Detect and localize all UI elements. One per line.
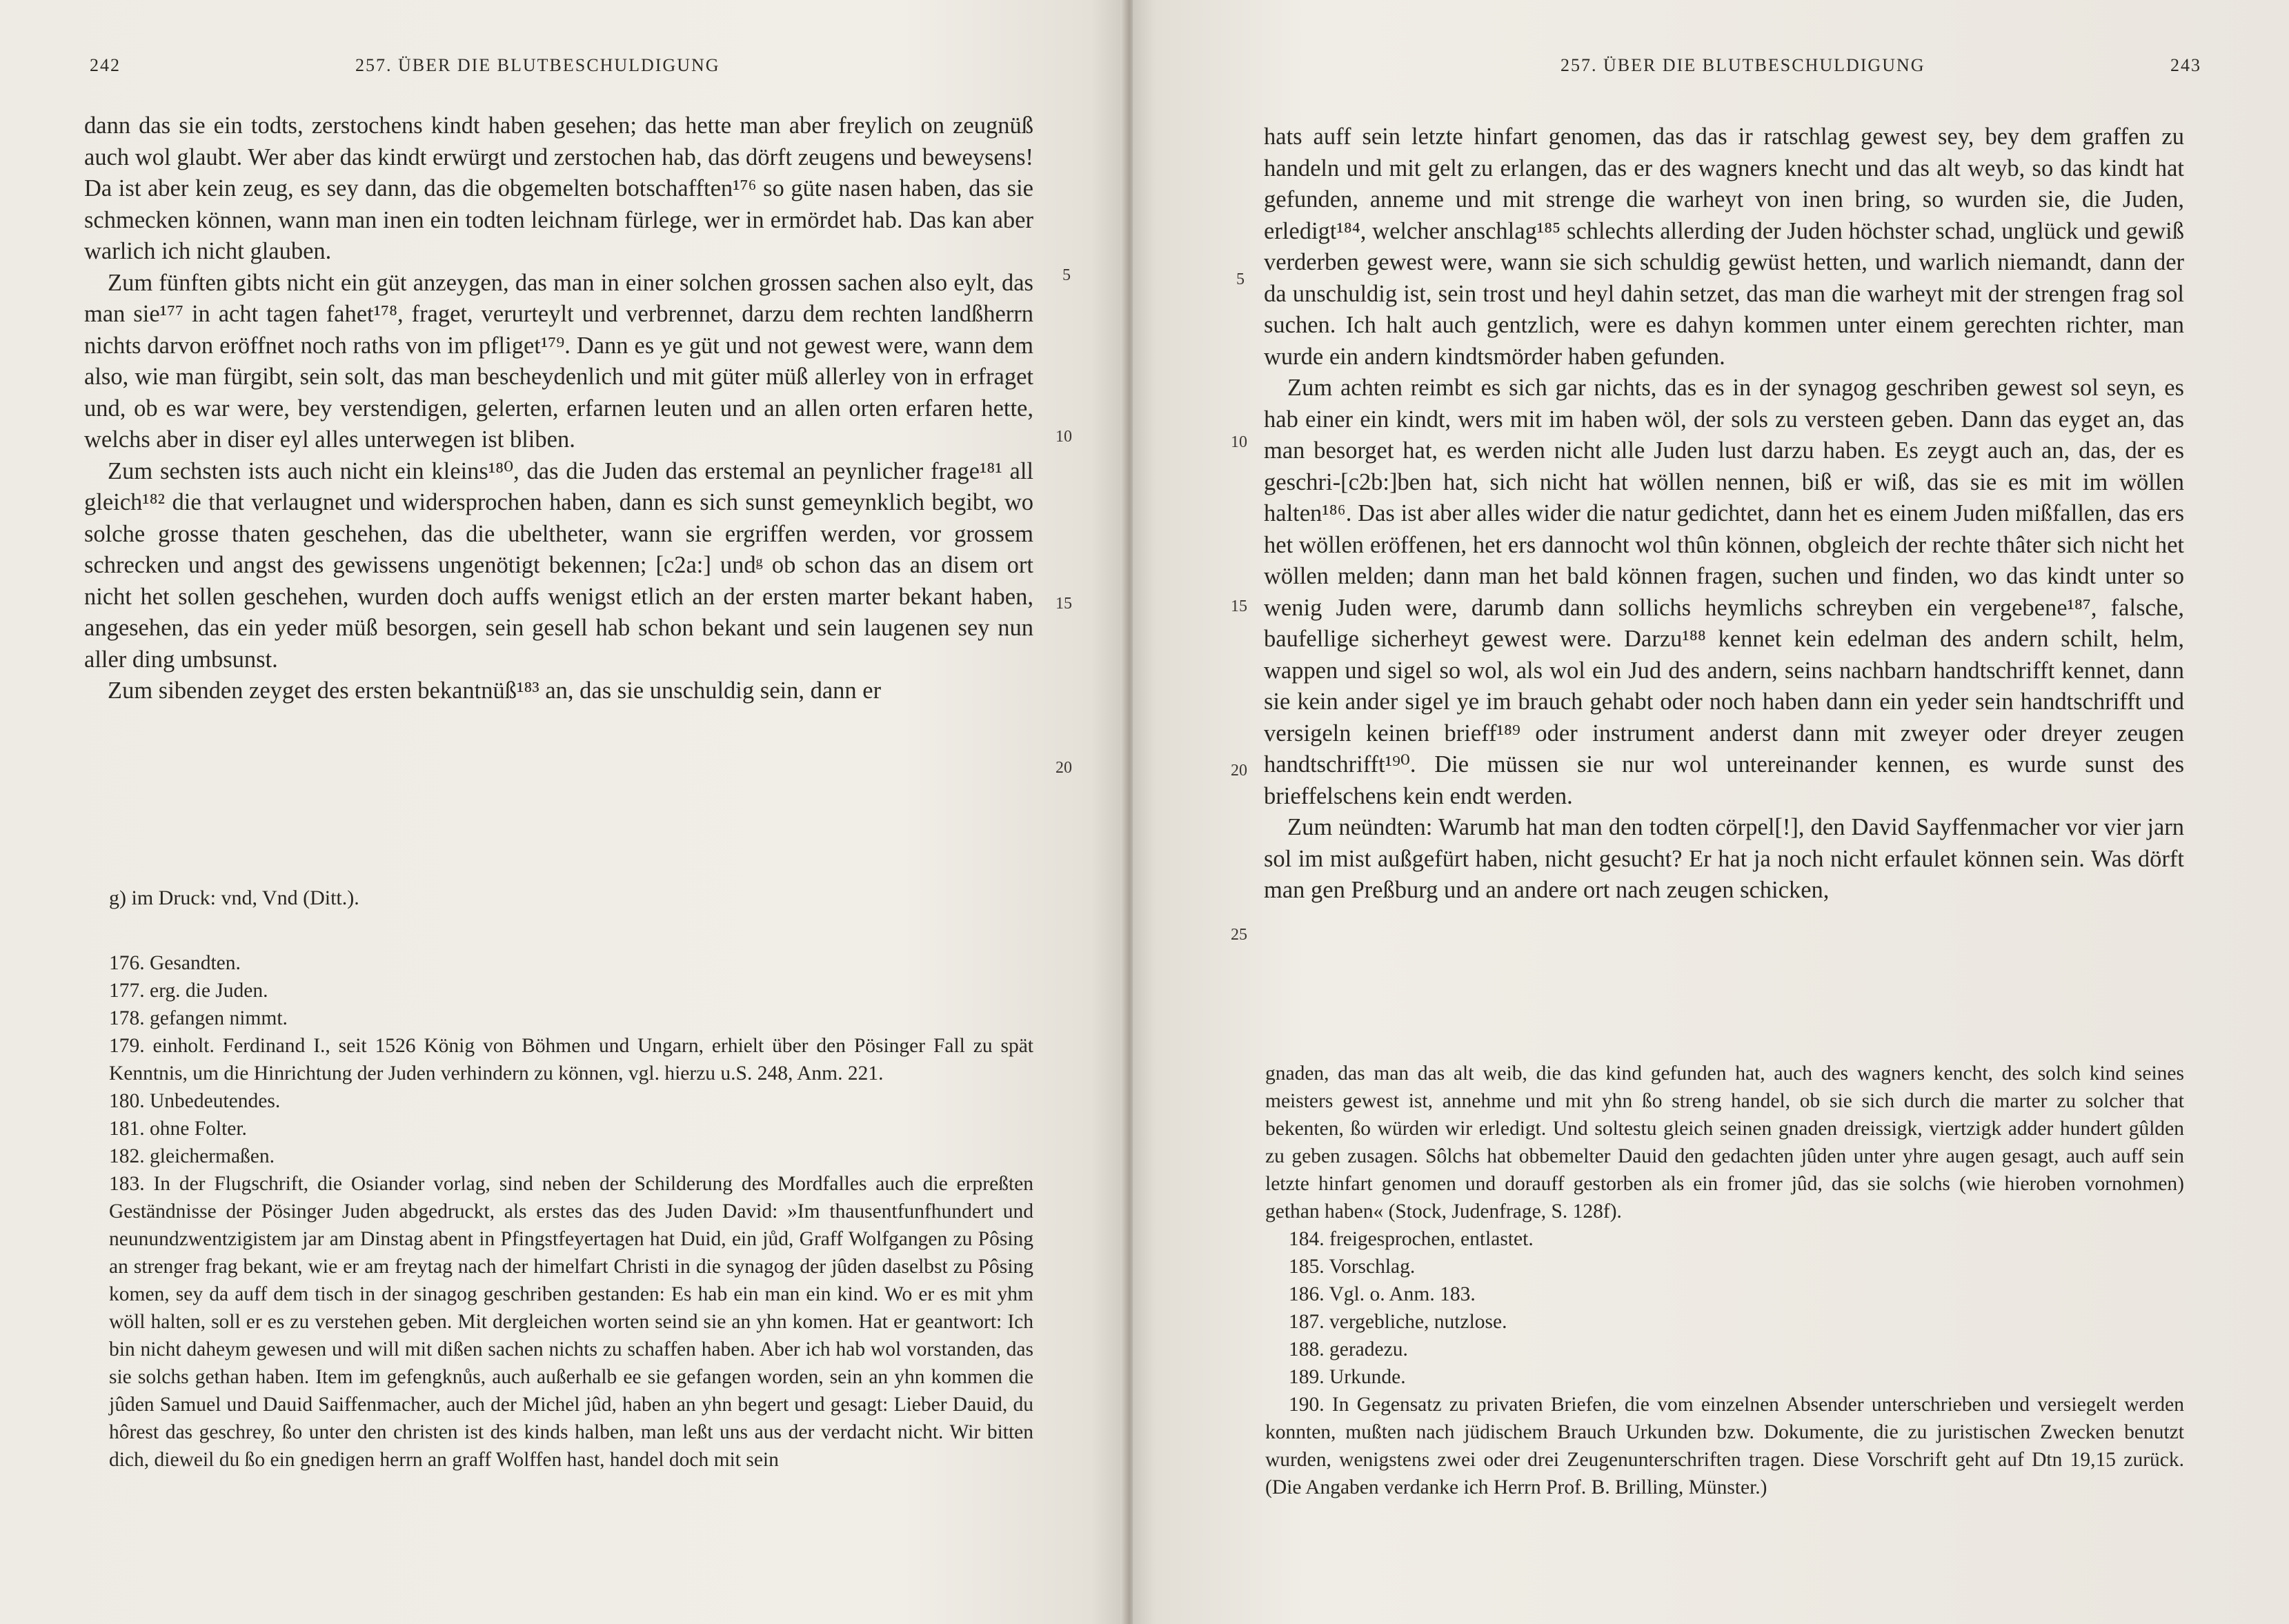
left-paragraph-1: dann das sie ein todts, zerstochens kindt haben gesehen; das hette man aber freylich on zeugnüß auch wol glaubt. Wer aber das kindt erwürgt und zerstochen hab, das dörft zeugens und beweysens! Da ist aber kein zeug, es sey dann, das die obgemelten botschafften¹⁷⁶ so güte nasen haben, das sie schmecken können, wann man inen ein todten leichnam fürlege, wer in ermördet hab. Das kan aber warlich ich nicht glauben. [84, 112, 1033, 264]
left-main-text [84, 110, 1033, 707]
right-line-number-20: 20 [1231, 762, 1247, 780]
left-page [0, 0, 1124, 1624]
right-line-number-25: 25 [1231, 926, 1247, 944]
left-page-number: 242 [90, 55, 121, 75]
footnote-180: 180. Unbedeutendes. [109, 1090, 281, 1112]
right-main-text [1264, 121, 2184, 907]
footnote-190: 190. In Gegensatz zu privaten Briefen, die vom einzelnen Absender unterschrieben und versiegelt werden konnten, mußten nach jüdischem Brauch Urkunden bzw. Dokumente, die zu juristischen Zwecken benutzt wurden, wenigstens zwei oder drei Zeugenunterschriften tragen. Diese Vorschrift geht auf Dtn 19,15 zurück. (Die Angaben verdanke ich Herrn Prof. B. Brilling, Münster.) [1265, 1394, 2184, 1498]
left-line-number-10: 10 [1056, 428, 1072, 446]
right-line-number-5: 5 [1236, 270, 1245, 288]
footnote-183: 183. In der Flugschrift, die Osiander vorlag, sind neben der Schilderung des Mordfalles auch die erpreßten Geständnisse der Pösinger Juden abgedruckt, als erstes das des Juden David: »Im thausentfunfhundert und neunundzwentzigistem jar am Dinstag abent in Pfingstfeyertagen hat Duid, ein jůd, Graff Wolfgangen zu Pôsing an strenger frag bekant, wie er am freytag nach der himelfart Christi in die synagog der jûden daselbst zu Pôsing komen, sey da auff dem tisch in der sinagog geschriben gestanden: Es hab ein man ein kind. Wo er es mit yhm wöll halten, soll er es zu verstehen geben. Mit dergleichen worten seind sie an yhn komen. Hat er geantwort: Ich bin nicht daheym gewesen und will mit dißen sachen nichts zu schaffen haben. Aber ich hab wol vorstanden, das sie solchs gethan haben. Item im gefengknůs, auch außerhalb ee sie gefangen worden, sein an yhn kommen die jûden Samuel und Dauid Saiffenmacher, auch der Michel jûd, haben an yhn begert und gesagt: Lieber Dauid, du hôrest das geschrey, ßo unter den christen ist des kinds halben, man leßt uns aus der verdacht nicht. Wir bitten dich, dieweil du ßo ein gnedigen herrn an graff Wolffen hast, handel doch mit sein [109, 1173, 1033, 1471]
footnote-178: 178. gefangen nimmt. [109, 1007, 288, 1029]
right-page-number: 243 [2170, 55, 2201, 75]
left-line-number-20: 20 [1056, 759, 1072, 777]
footnote-189: 189. Urkunde. [1289, 1366, 1406, 1388]
footnote-176: 176. Gesandten. [109, 952, 241, 974]
right-paragraph-1: hats auff sein letzte hinfart genomen, das das ir ratschlag gewest sey, bey dem graffen zu handeln und mit gelt zu erlangen, das er des wagners knecht und das alt weyb, so das kindt hat gefunden, anneme und mit strenge die warheyt von inen bring, so wurden sie, die Juden, erledigt¹⁸⁴, welcher anschlag¹⁸⁵ schlechts allerding der Juden höchster schad, unglück und gewiß verderben gewest were, wann sie sich schuldig gewüst hetten, und warlich niemandt, dann der da unschuldig ist, sein trost und heyl dahin setzet, das man die warheyt mit der strengen frag sol suchen. Ich halt auch gentzlich, were es dahyn kommen unter einem gerechten richter, man wurde ein andern kindtsmörder haben gefunden. [1264, 123, 2184, 370]
left-variant-note: g) im Druck: vnd, Vnd (Ditt.). [109, 887, 359, 909]
footnote-185: 185. Vorschlag. [1289, 1256, 1416, 1278]
right-paragraph-3: Zum neündten: Warumb hat man den todten cörpel[!], den David Sayffenmacher vor vier jarn sol im mist außgefürt haben, nicht gesucht? Er hat ja noch nicht erfaulet können sein. Was dörft man gen Preßburg und an andere ort nach zeugen schicken, [1264, 814, 2184, 903]
left-paragraph-4: Zum sibenden zeyget des ersten bekantnüß¹⁸³ an, das sie unschuldig sein, dann er [108, 677, 882, 704]
right-paragraph-2: Zum achten reimbt es sich gar nichts, das es in der synagog geschriben gewest sol seyn, es hab einer ein kindt, wers mit im haben wöl, der sols zu versteen geben. Dann das eyget an, das man besorget hat, es werden nicht alle Juden lust darzu haben. Es zeygt auch an, das, der es geschri-[c2b:]ben hat, sich nicht hat wöllen nennen, biß er wiß, das sie es mit im wöllen halten¹⁸⁶. Das ist aber alles wider die natur gedichtet, dann het es einem Juden mißfallen, das ers het wöllen eröffenen, het ers dannocht wol thûn können, obgleich der rechte thâter sich nicht het wöllen melden; dann man het bald können fragen, suchen und finden, wo das kindt unter so wenig Juden were, darumb dann sollichs heymlichs schreyben ein vergebene¹⁸⁷, falsche, baufellige sicherheyt gewest were. Darzu¹⁸⁸ kennet kein edelman des andern schilt, helm, wappen und sigel so wol, als wol ein Jud des andern, seins nachbarn handtschrifft kennet, dann sie kein ander sigel ye im brauch gehabt oder noch haben dann ein yeder sein handtschrifft und versigeln keinen brieff¹⁸⁹ oder instrument anderst dann mit zweyer oder dreyer zeugen handtschrifft¹⁹⁰. Die müssen sie nur wol untereinander kennen, es wurde sunst des brieffelschens kein endt werden. [1264, 375, 2184, 809]
footnote-186: 186. Vgl. o. Anm. 183. [1289, 1283, 1476, 1305]
left-paragraph-2: Zum fünften gibts nicht ein güt anzeygen, das man in einer solchen grossen sachen also eylt, das man sie¹⁷⁷ in acht tagen fahet¹⁷⁸, fraget, verurteylt und verbrennet, darzu dem rechten landßherrn nichts darvon eröffnet noch raths von im pfliget¹⁷⁹. Dann es ye güt und not gewest were, wann dem also, wie man fürgibt, sein solt, das man bescheydenlich und mit güter müß allerley von in erfraget und, ob es war were, bey verstendigen, gelerten, erfarnen leuten und an allen orten erfaren hette, welchs aber in diser eyl alles unterwegen ist bliben. [84, 269, 1033, 453]
footnote-188: 188. geradezu. [1289, 1338, 1408, 1360]
footnote-177: 177. erg. die Juden. [109, 980, 268, 1002]
right-line-number-15: 15 [1231, 597, 1247, 615]
left-running-head: 257. ÜBER DIE BLUTBESCHULDIGUNG [355, 55, 720, 75]
right-footnotes [1265, 1060, 2184, 1501]
right-line-number-10: 10 [1231, 433, 1247, 451]
left-line-number-5: 5 [1062, 266, 1071, 284]
footnote-181: 181. ohne Folter. [109, 1118, 247, 1140]
footnote-187: 187. vergebliche, nutzlose. [1289, 1311, 1507, 1333]
left-paragraph-3: Zum sechsten ists auch nicht ein kleins¹⁸⁰, das die Juden das erstemal an peynlicher frage¹⁸¹ all gleich¹⁸² die that verlaugnet und widersprochen haben, dann es sich sunst gemeynklich begibt, wo solche grosse thaten geschehen, das die ubeltheter, wann sie ergriffen werden, vor grossem schrecken und angst des gewissens ungenötigt bekennen; [c2a:] undᵍ ob schon das an disem ort nicht het sollen geschehen, wurden doch auffs wenigst etlich an der ersten marter bekant haben, angesehen, das ein yeder müß besorgen, sein gesell hab schon bekant und sein laugenen sey nun aller ding umbsunst. [84, 457, 1033, 673]
footnote-182: 182. gleichermaßen. [109, 1145, 275, 1167]
left-footnotes [109, 949, 1033, 1474]
right-running-head: 257. ÜBER DIE BLUTBESCHULDIGUNG [1560, 55, 1925, 75]
footnote-183-continuation: gnaden, das man das alt weib, die das kind gefunden hat, auch des wagners kencht, des solch kind seines meisters gewest ist, annehme und mit yhn ßo streng handel, ob sie sich durch die marter zu solcher that bekenten, ßo würden wir erledigt. Und soltestu gleich seinen gnaden dreissigk, viertzigk adder hundert gûlden zu geben zusagen. Sôlchs hat obbemelter Dauid den gedachten jûden unter yhre augen gesagt, auch auff sein letzte hinfart genomen und dorauff gestorben als ein fromer jûd, das sie solchs (wie hieroben vornohmen) gethan haben« (Stock, Judenfrage, S. 128f). [1265, 1062, 2184, 1222]
footnote-184: 184. freigesprochen, entlastet. [1289, 1228, 1534, 1250]
right-page [1133, 0, 2289, 1624]
left-line-number-15: 15 [1056, 595, 1072, 613]
footnote-179: 179. einholt. Ferdinand I., seit 1526 König von Böhmen und Ungarn, erhielt über den Pösinger Fall zu spät Kenntnis, um die Hinrichtung der Juden verhindern zu können, vgl. hierzu u.S. 248, Anm. 221. [109, 1035, 1033, 1085]
